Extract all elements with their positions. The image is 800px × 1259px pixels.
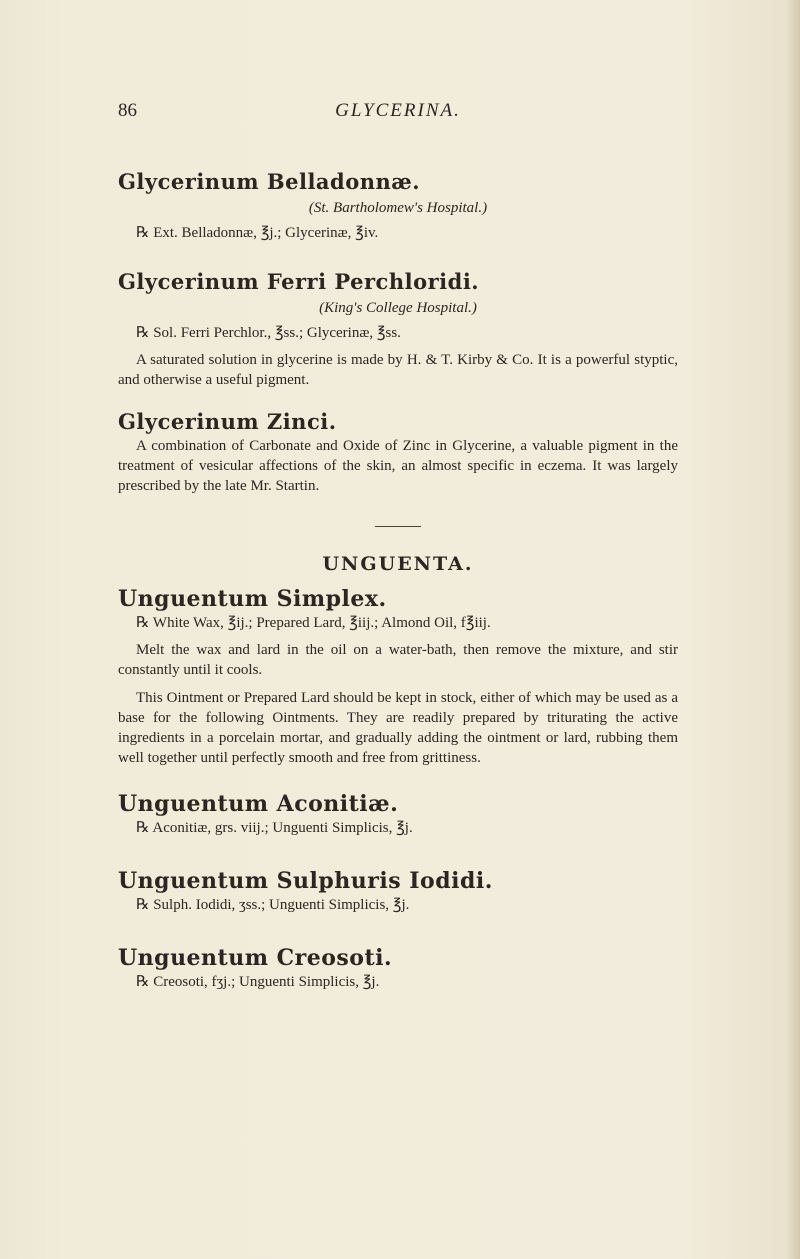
entry-note: A saturated solution in glycerine is made by H. & T. Kirby & Co. It is a powerful styptic, and otherwise a useful pigment.	[118, 352, 678, 388]
entry-title: Unguentum Creosoti.	[118, 945, 393, 971]
entry-title: Unguentum Simplex.	[118, 586, 387, 612]
running-title: GLYCERINA.	[335, 100, 461, 121]
entry-title: Glycerinum Ferri Perchloridi.	[118, 269, 480, 294]
entry-recipe: ℞ Aconitiæ, grs. viij.; Unguenti Simplicis, ℥j.	[136, 820, 413, 836]
entry-source: (St. Bartholomew's Hospital.)	[308, 200, 488, 216]
entry-title: Glycerinum Belladonnæ.	[118, 169, 421, 194]
entry-recipe: ℞ Sulph. Iodidi, ʒss.; Unguenti Simplicis, ℥j.	[136, 897, 410, 913]
entry-title: Unguentum Aconitiæ.	[118, 791, 399, 817]
entry-recipe: ℞ Sol. Ferri Perchlor., ℥ss.; Glycerinæ, ℥ss.	[136, 325, 401, 341]
section-title: UNGUENTA.	[322, 553, 474, 575]
entry-recipe: ℞ Ext. Belladonnæ, ℥j.; Glycerinæ, ℥iv.	[136, 225, 379, 241]
page-edge-shadow	[786, 0, 800, 1259]
running-head	[118, 100, 678, 126]
section-divider	[375, 526, 421, 527]
entry-paragraph: Melt the wax and lard in the oil on a water-bath, then remove the mixture, and stir constantly until it cools.	[118, 642, 678, 678]
entry-source: (King's College Hospital.)	[319, 300, 477, 316]
entry-recipe: ℞ Creosoti, fʒj.; Unguenti Simplicis, ℥j.	[136, 974, 380, 990]
entry-recipe: ℞ White Wax, ℥ij.; Prepared Lard, ℥iij.; Almond Oil, f℥iij.	[136, 615, 491, 631]
page-number: 86	[118, 100, 137, 121]
entry-note: A combination of Carbonate and Oxide of Zinc in Glycerine, a valuable pigment in the treatment of vesicular affections of the skin, an almost specific in eczema. It was largely prescribed by the late Mr. Startin.	[118, 438, 678, 494]
entry-paragraph: This Ointment or Prepared Lard should be kept in stock, either of which may be used as a base for the following Ointments. They are readily prepared by triturating the active ingredients in a porcelain mortar, and gradually adding the ointment or lard, rubbing them well together until perfectly smooth and free from grittiness.	[118, 690, 678, 766]
page-content	[118, 168, 678, 999]
entry-title: Glycerinum Zinci.	[118, 409, 337, 434]
entry-title: Unguentum Sulphuris Iodidi.	[118, 868, 493, 894]
